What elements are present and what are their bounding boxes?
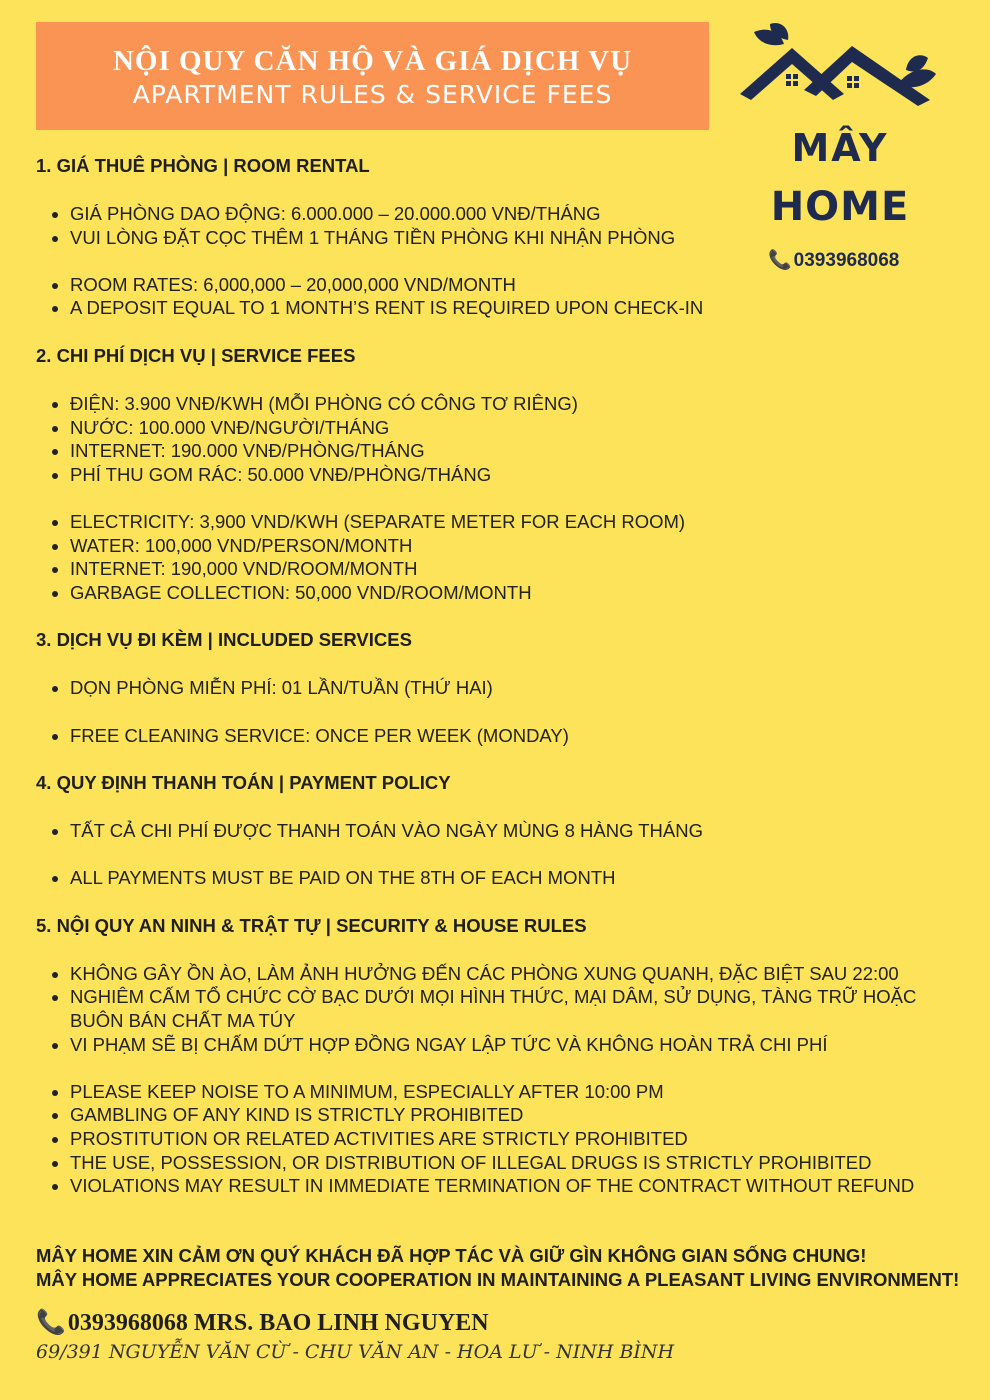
section-heading-room-rental: 1. GIÁ THUÊ PHÒNG | ROOM RENTAL xyxy=(36,155,370,176)
room-rental-list-vi xyxy=(36,202,966,249)
list-item: A DEPOSIT EQUAL TO 1 MONTH’S RENT IS REQUIRED UPON CHECK-IN xyxy=(70,296,966,320)
list-item: GIÁ PHÒNG DAO ĐỘNG: 6.000.000 – 20.000.000 VNĐ/THÁNG xyxy=(70,202,966,226)
section-heading-payment-policy: 4. QUY ĐỊNH THANH TOÁN | PAYMENT POLICY xyxy=(36,772,451,794)
payment-policy-list-vi xyxy=(36,819,966,843)
list-item: THE USE, POSSESSION, OR DISTRIBUTION OF ILLEGAL DRUGS IS STRICTLY PROHIBITED xyxy=(70,1151,966,1175)
security-rules-list-vi xyxy=(36,962,966,1056)
rules-content xyxy=(36,154,966,1198)
list-item: GAMBLING OF ANY KIND IS STRICTLY PROHIBITED xyxy=(70,1103,966,1127)
title-vietnamese: NỘI QUY CĂN HỘ VÀ GIÁ DỊCH VỤ xyxy=(112,45,633,77)
list-item: ĐIỆN: 3.900 VNĐ/KWH (MỖI PHÒNG CÓ CÔNG TƠ RIÊNG) xyxy=(70,392,966,416)
brand-name-line2: HOME xyxy=(770,184,910,230)
payment-policy-list-en xyxy=(36,866,966,890)
list-item: WATER: 100,000 VND/PERSON/MONTH xyxy=(70,534,966,558)
contact-text: 0393968068 MRS. BAO LINH NGUYEN xyxy=(67,1310,489,1336)
thanks-english: MÂY HOME APPRECIATES YOUR COOPERATION IN MAINTAINING A PLEASANT LIVING ENVIRONMENT! xyxy=(36,1269,960,1290)
list-item: INTERNET: 190.000 VNĐ/PHÒNG/THÁNG xyxy=(70,439,966,463)
included-services-list-en xyxy=(36,724,966,748)
section-heading-service-fees: 2. CHI PHÍ DỊCH VỤ | SERVICE FEES xyxy=(36,344,356,366)
list-item: TẤT CẢ CHI PHÍ ĐƯỢC THANH TOÁN VÀO NGÀY MÙNG 8 HÀNG THÁNG xyxy=(70,819,966,843)
list-item: NGHIÊM CẤM TỔ CHỨC CỜ BẠC DƯỚI MỌI HÌNH THỨC, MẠI DÂM, SỬ DỤNG, TÀNG TRỮ HOẶC BUÔN BÁN CHẤT MA TÚY xyxy=(70,985,966,1032)
list-item: DỌN PHÒNG MIỄN PHÍ: 01 LẦN/TUẦN (THỨ HAI) xyxy=(70,676,966,700)
list-item: KHÔNG GÂY ỒN ÀO, LÀM ẢNH HƯỞNG ĐẾN CÁC PHÒNG XUNG QUANH, ĐẶC BIỆT SAU 22:00 xyxy=(70,962,966,986)
list-item: ROOM RATES: 6,000,000 – 20,000,000 VND/MONTH xyxy=(70,273,966,297)
section-heading-security-rules: 5. NỘI QUY AN NINH & TRẬT TỰ | SECURITY & HOUSE RULES xyxy=(36,914,587,936)
list-item: ALL PAYMENTS MUST BE PAID ON THE 8TH OF EACH MONTH xyxy=(70,866,966,890)
list-item: VIOLATIONS MAY RESULT IN IMMEDIATE TERMINATION OF THE CONTRACT WITHOUT REFUND xyxy=(70,1174,966,1198)
list-item: VUI LÒNG ĐẶT CỌC THÊM 1 THÁNG TIỀN PHÒNG KHI NHẬN PHÒNG xyxy=(70,226,966,250)
list-item: PROSTITUTION OR RELATED ACTIVITIES ARE STRICTLY PROHIBITED xyxy=(70,1127,966,1151)
list-item: INTERNET: 190,000 VND/ROOM/MONTH xyxy=(70,557,966,581)
list-item: NƯỚC: 100.000 VNĐ/NGƯỜI/THÁNG xyxy=(70,416,966,440)
list-item: GARBAGE COLLECTION: 50,000 VND/ROOM/MONTH xyxy=(70,581,966,605)
footer xyxy=(36,1244,976,1363)
contact-line xyxy=(36,1308,976,1337)
logo-phone-number: 0393968068 xyxy=(793,250,900,271)
list-item: VI PHẠM SẼ BỊ CHẤM DỨT HỢP ĐỒNG NGAY LẬP TỨC VÀ KHÔNG HOÀN TRẢ CHI PHÍ xyxy=(70,1033,966,1057)
brand-name-line1: MÂY xyxy=(791,126,889,170)
list-item: PLEASE KEEP NOISE TO A MINIMUM, ESPECIALLY AFTER 10:00 PM xyxy=(70,1080,966,1104)
title-banner xyxy=(36,22,709,130)
security-rules-list-en xyxy=(36,1080,966,1198)
house-roof-leaves-icon xyxy=(730,22,960,122)
room-rental-list-en xyxy=(36,273,966,320)
list-item: FREE CLEANING SERVICE: ONCE PER WEEK (MONDAY) xyxy=(70,724,966,748)
service-fees-list-en xyxy=(36,510,966,604)
title-english: APARTMENT RULES & SERVICE FEES xyxy=(132,80,613,109)
section-heading-included-services: 3. DỊCH VỤ ĐI KÈM | INCLUDED SERVICES xyxy=(36,629,412,651)
phone-icon: 📞 xyxy=(36,1310,66,1336)
phone-icon: 📞 xyxy=(768,250,792,271)
included-services-list-vi xyxy=(36,676,966,700)
thanks-vietnamese: MÂY HOME XIN CẢM ƠN QUÝ KHÁCH ĐÃ HỢP TÁC VÀ GIỮ GÌN KHÔNG GIAN SỐNG CHUNG! xyxy=(36,1245,867,1266)
list-item: ELECTRICITY: 3,900 VND/KWH (SEPARATE METER FOR EACH ROOM) xyxy=(70,510,966,534)
service-fees-list-vi xyxy=(36,392,966,486)
list-item: PHÍ THU GOM RÁC: 50.000 VNĐ/PHÒNG/THÁNG xyxy=(70,463,966,487)
address: 69/391 NGUYỄN VĂN CỪ - CHU VĂN AN - HOA LƯ - NINH BÌNH xyxy=(36,1341,675,1363)
